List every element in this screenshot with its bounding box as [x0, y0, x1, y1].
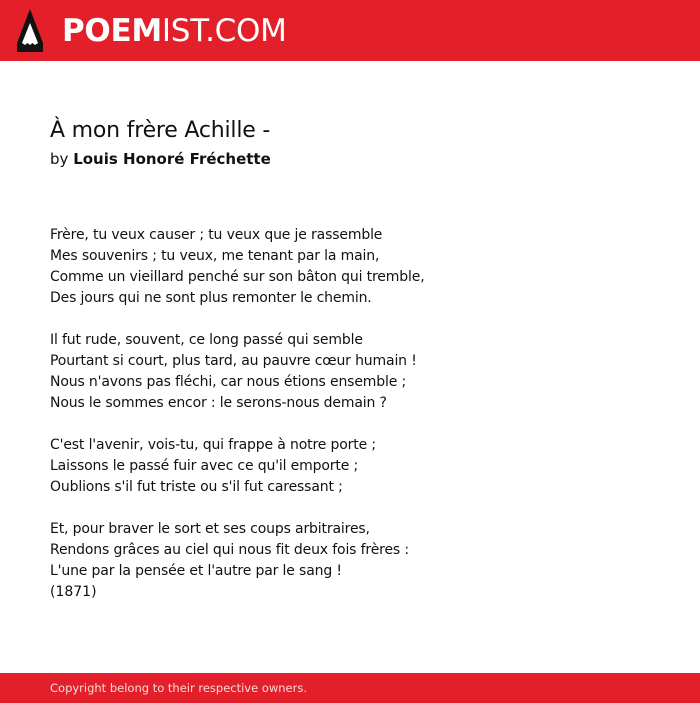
poem-line: Pourtant si court, plus tard, au pauvre cœur humain ! — [50, 353, 417, 369]
poem-line: Nous n'avons pas fléchi, car nous étions ensemble ; — [50, 374, 407, 390]
author-name: Louis Honoré Fréchette — [73, 150, 271, 168]
poem-line: Il fut rude, souvent, ce long passé qui semble — [50, 332, 363, 348]
stanza — [50, 519, 670, 582]
copyright-notice: Copyright belong to their respective owners. — [50, 681, 308, 695]
poem-body — [50, 225, 670, 603]
poem-line: Rendons grâces au ciel qui nous fit deux fois frères : — [50, 542, 409, 558]
poem-line: Oublions s'il fut triste ou s'il fut caressant ; — [50, 479, 343, 495]
stanza — [50, 435, 670, 498]
poem-line: Frère, tu veux causer ; tu veux que je rassemble — [50, 227, 383, 243]
brand-name-light: IST.COM — [161, 13, 287, 49]
stanza — [50, 225, 670, 309]
poem-line: C'est l'avenir, vois-tu, qui frappe à notre porte ; — [50, 437, 376, 453]
poem-line: L'une par la pensée et l'autre par le sang ! — [50, 563, 342, 579]
poem-line: Laissons le passé fuir avec ce qu'il emporte ; — [50, 458, 359, 474]
poem-line: Mes souvenirs ; tu veux, me tenant par la main, — [50, 248, 380, 264]
brand-name-strong: POEM — [62, 13, 162, 49]
poem-line: Nous le sommes encor : le serons-nous demain ? — [50, 395, 387, 411]
poem-title: À mon frère Achille - — [50, 118, 271, 143]
site-logo-link[interactable] — [62, 12, 287, 50]
poem-line: Et, pour braver le sort et ses coups arbitraires, — [50, 521, 370, 537]
poem-byline — [50, 149, 670, 169]
site-header — [0, 0, 700, 61]
byline-prefix: by — [50, 150, 69, 168]
poem-content — [50, 113, 670, 603]
site-footer — [0, 673, 700, 703]
poem-year: (1871) — [50, 584, 97, 600]
poem-line: Des jours qui ne sont plus remonter le chemin. — [50, 290, 372, 306]
stanza — [50, 330, 670, 414]
pencil-tip-icon[interactable] — [17, 9, 43, 52]
poem-line: Comme un vieillard penché sur son bâton qui tremble, — [50, 269, 425, 285]
